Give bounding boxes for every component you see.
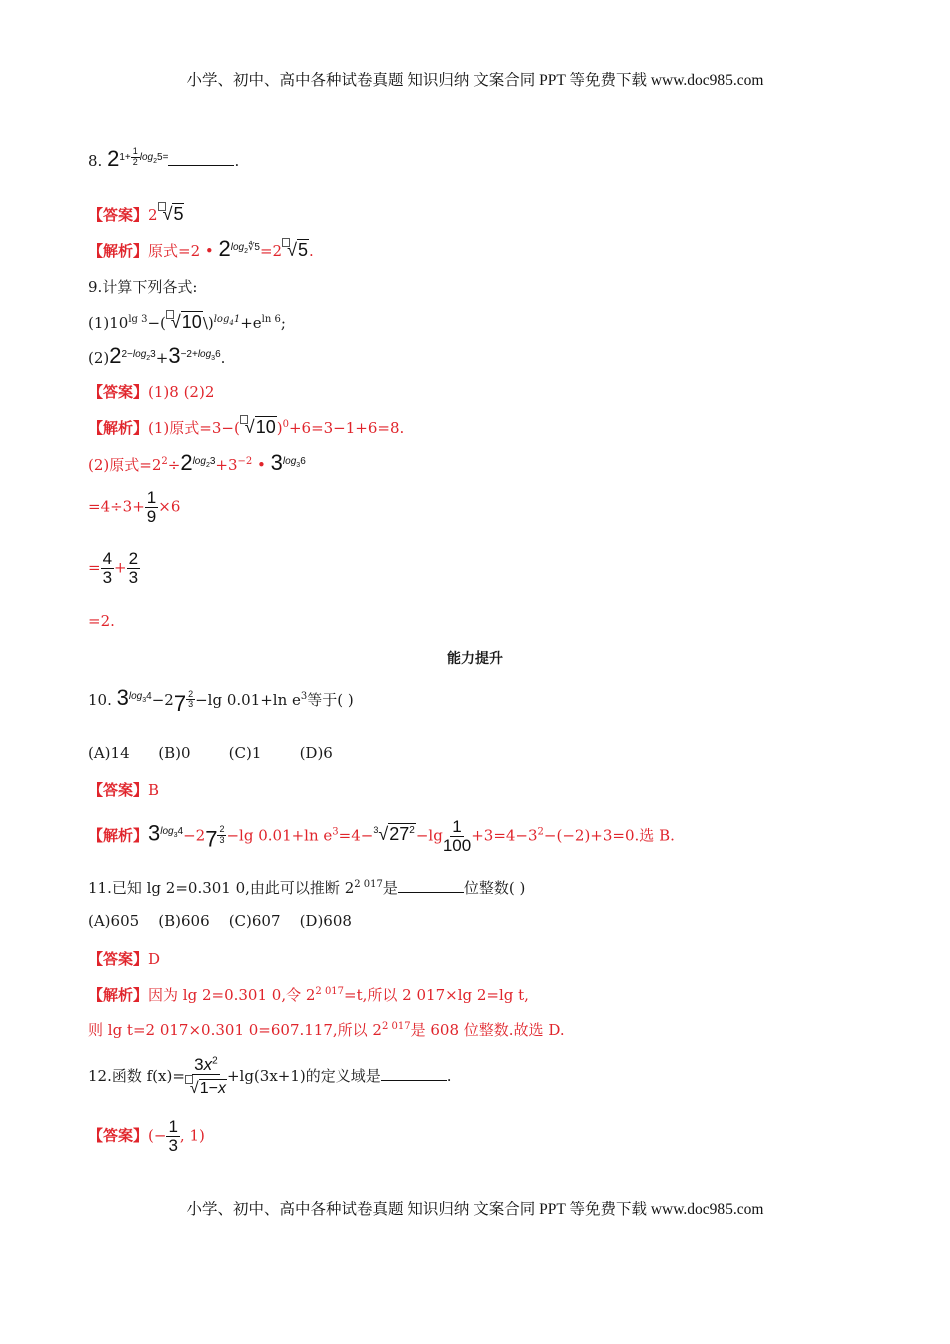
answer-label: 【答案】 <box>88 206 149 224</box>
question-11: 11.已知 lg 2=0.301 0,由此可以推断 $2^{2 017}$是 位整数( ) <box>88 879 526 897</box>
question-number: 10. <box>88 691 112 709</box>
answer-blank <box>168 153 234 166</box>
analysis-label: 【解析】 <box>88 826 149 845</box>
question-number: 8. <box>88 152 103 170</box>
analysis-label: 【解析】 <box>88 419 149 437</box>
question-number: 11. <box>88 879 112 897</box>
answer-blank <box>381 1068 447 1081</box>
question-8: 8. $2^{1+ \frac{1}{2} log_25=}$ . <box>88 146 240 171</box>
question-12: 12.函数 f(x)= $\frac{3x^2}{√1-x}$ +lg(3x+1)的定义域是 . <box>88 1055 452 1097</box>
option-d: (D)6 <box>299 744 333 762</box>
page-footer: 小学、初中、高中各种试卷真题 知识归纳 文案合同 PPT 等免费下载 www.doc985.com <box>186 1201 764 1218</box>
analysis-11-line-2: 则 lg t=2 017×0.301 0=607.117,所以 $2^{2 017}$是 608 位整数.故选 D. <box>88 1021 565 1039</box>
analysis-9-line-1: 【解析】(1)原式=3−( √10)$^0$+6=3−1+6=8. <box>88 417 405 437</box>
answer-label: 【答案】 <box>88 950 149 968</box>
option-d: (D)608 <box>299 912 352 930</box>
question-9-part-2: $(2)2^{2-log_23}+3^{-2+log_36}$. <box>88 343 226 368</box>
option-b: (B)0 <box>158 744 191 762</box>
math-base: 2 <box>107 146 120 171</box>
analysis-9-line-3: =4÷3+ $\frac{1}{9}$ ×6 <box>88 488 181 526</box>
answer-value: B <box>148 781 160 799</box>
section-title: 能力提升 <box>447 651 503 667</box>
answer-value: (1)8 (2)2 <box>148 383 215 401</box>
analysis-10: 【解析】$3^{log_34}-27$ $^{\frac{2}{3}}$ −lg 0.01+ln $e^3=4-^3√27^2-\lg$ $\frac{1}{100}$ $+3=4-3^2-(-2)+3=0$.选 B. <box>88 817 675 855</box>
math-exponent: 1+ 1 2 log25= <box>119 146 169 167</box>
question-10-options <box>88 744 333 762</box>
analysis-11-line-1: 【解析】因为 lg 2=0.301 0,令 $2^{2 017}=t$,所以 2 017×lg 2=lg t, <box>88 986 529 1004</box>
analysis-label: 【解析】 <box>88 242 149 260</box>
question-stem: 计算下列各式: <box>102 278 198 296</box>
question-10: 10. $3^{log_34}-27$ $^{\frac{2}{3}}$ −lg 0.01+ln $e^3$等于( ) <box>88 685 354 716</box>
option-a: (A)14 <box>88 744 130 762</box>
question-number: 12. <box>88 1066 112 1085</box>
analysis-9-line-2: (2)原式$=2^2\div 2^{log_23}+3^{-2}$ • $3^{log_36}$ <box>88 450 306 475</box>
answer-12: 【答案】(− $\frac{1}{3}$ , 1) <box>88 1117 205 1155</box>
option-c: (C)607 <box>228 912 281 930</box>
question-11-options <box>88 912 352 930</box>
option-b: (B)606 <box>158 912 210 930</box>
analysis-label: 【解析】 <box>88 986 149 1004</box>
analysis-8: 【解析】原式=2 • $2^{log_2∜5}=2$ √5. <box>88 236 314 261</box>
answer-11 <box>88 948 160 969</box>
answer-9 <box>88 381 214 402</box>
answer-value: D <box>148 950 161 968</box>
answer-8: 【答案】2 √5 <box>88 204 184 224</box>
question-9-part-1: $(1)10^{lg 3}-$( $√10\backslash)^{log_41}+e^{ln 6}$; <box>88 312 286 332</box>
answer-label: 【答案】 <box>88 1126 149 1145</box>
answer-label: 【答案】 <box>88 781 149 799</box>
question-9 <box>88 276 197 297</box>
answer-blank <box>398 880 464 893</box>
analysis-9-line-4: = $\frac{4}{3}$ + $\frac{2}{3}$ <box>88 549 139 587</box>
option-a: (A)605 <box>88 912 140 930</box>
question-number: 9. <box>88 278 103 296</box>
option-c: (C)1 <box>228 744 262 762</box>
answer-10 <box>88 779 159 800</box>
analysis-9-line-5: =2. <box>88 612 115 630</box>
answer-label: 【答案】 <box>88 383 149 401</box>
page-header: 小学、初中、高中各种试卷真题 知识归纳 文案合同 PPT 等免费下载 www.doc985.com <box>186 72 764 89</box>
